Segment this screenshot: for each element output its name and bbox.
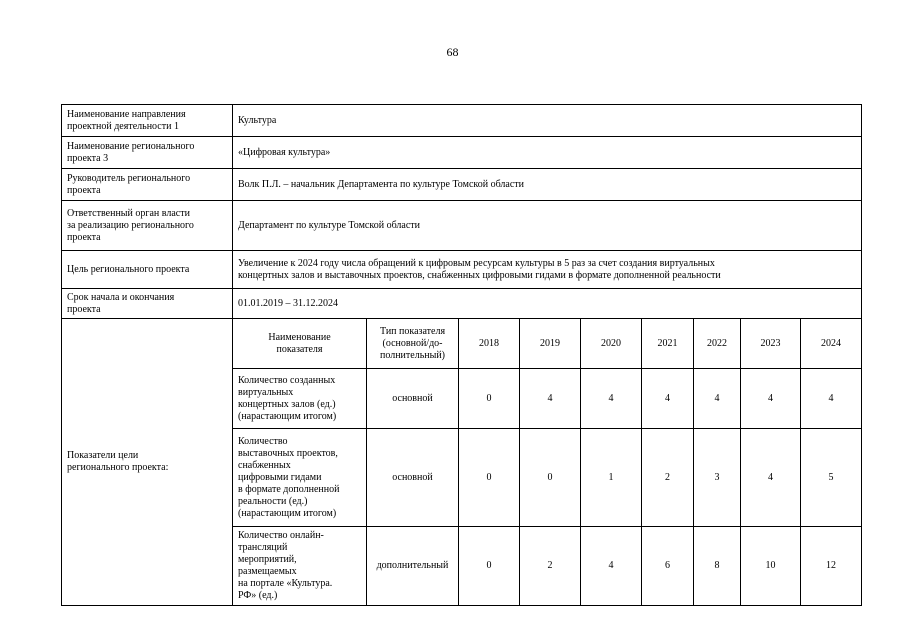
indicator-value: 0 [459,527,520,606]
indicator-name: Количество выставочных проектов, снабженных цифровыми гидами в формате дополненной реальности (ед.) (нарастающим итогом) [233,429,367,527]
row-value-manager: Волк П.Л. – начальник Департамента по культуре Томской области [233,169,862,201]
indicator-header-row [62,319,862,369]
indicator-value: 0 [459,369,520,429]
indicator-value: 1 [581,429,642,527]
table-row [62,251,862,289]
table-row [62,289,862,319]
indicator-value: 4 [741,369,801,429]
indicator-value: 4 [801,369,862,429]
indicator-value: 10 [741,527,801,606]
row-label-direction: Наименование направления проектной деятельности 1 [62,105,233,137]
indicator-value: 6 [642,527,694,606]
project-passport-table [61,104,862,606]
row-value-project-name: «Цифровая культура» [233,137,862,169]
indicator-value: 4 [642,369,694,429]
row-label-timeframe: Срок начала и окончания проекта [62,289,233,319]
row-value-direction: Культура [233,105,862,137]
table-row [62,201,862,251]
indicator-value: 12 [801,527,862,606]
year-header: 2018 [459,319,520,369]
indicator-type: основной [367,429,459,527]
indicator-value: 2 [642,429,694,527]
indicator-name-header: Наименование показателя [233,319,367,369]
indicator-value: 5 [801,429,862,527]
indicator-type: основной [367,369,459,429]
row-value-responsible-body: Департамент по культуре Томской области [233,201,862,251]
indicator-name: Количество онлайн- трансляций мероприятий, размещаемых на портале «Культура. РФ» (ед.) [233,527,367,606]
indicator-value: 4 [581,527,642,606]
table-row [62,105,862,137]
indicator-value: 0 [459,429,520,527]
year-header: 2024 [801,319,862,369]
indicator-type: дополнительный [367,527,459,606]
indicator-name: Количество созданных виртуальных концертных залов (ед.) (нарастающим итогом) [233,369,367,429]
year-header: 2021 [642,319,694,369]
table-row [62,137,862,169]
year-header: 2022 [694,319,741,369]
indicator-value: 4 [694,369,741,429]
indicator-value: 4 [520,369,581,429]
indicators-label: Показатели цели регионального проекта: [62,319,233,606]
indicator-value: 8 [694,527,741,606]
page-number: 68 [446,45,459,59]
indicator-value: 2 [520,527,581,606]
row-label-goal: Цель регионального проекта [62,251,233,289]
indicator-value: 4 [741,429,801,527]
row-label-responsible-body: Ответственный орган власти за реализацию регионального проекта [62,201,233,251]
indicator-value: 4 [581,369,642,429]
year-header: 2020 [581,319,642,369]
year-header: 2019 [520,319,581,369]
indicator-value: 0 [520,429,581,527]
indicator-type-header: Тип показателя (основной/до- полнительный) [367,319,459,369]
row-value-timeframe: 01.01.2019 – 31.12.2024 [233,289,862,319]
row-label-project-name: Наименование регионального проекта 3 [62,137,233,169]
row-value-goal: Увеличение к 2024 году числа обращений к цифровым ресурсам культуры в 5 раз за счет создания виртуальных концертных залов и выставочных проектов, снабженных цифровыми гидами в формате дополненной реальности [233,251,862,289]
indicator-value: 3 [694,429,741,527]
table-row [62,169,862,201]
year-header: 2023 [741,319,801,369]
row-label-manager: Руководитель регионального проекта [62,169,233,201]
